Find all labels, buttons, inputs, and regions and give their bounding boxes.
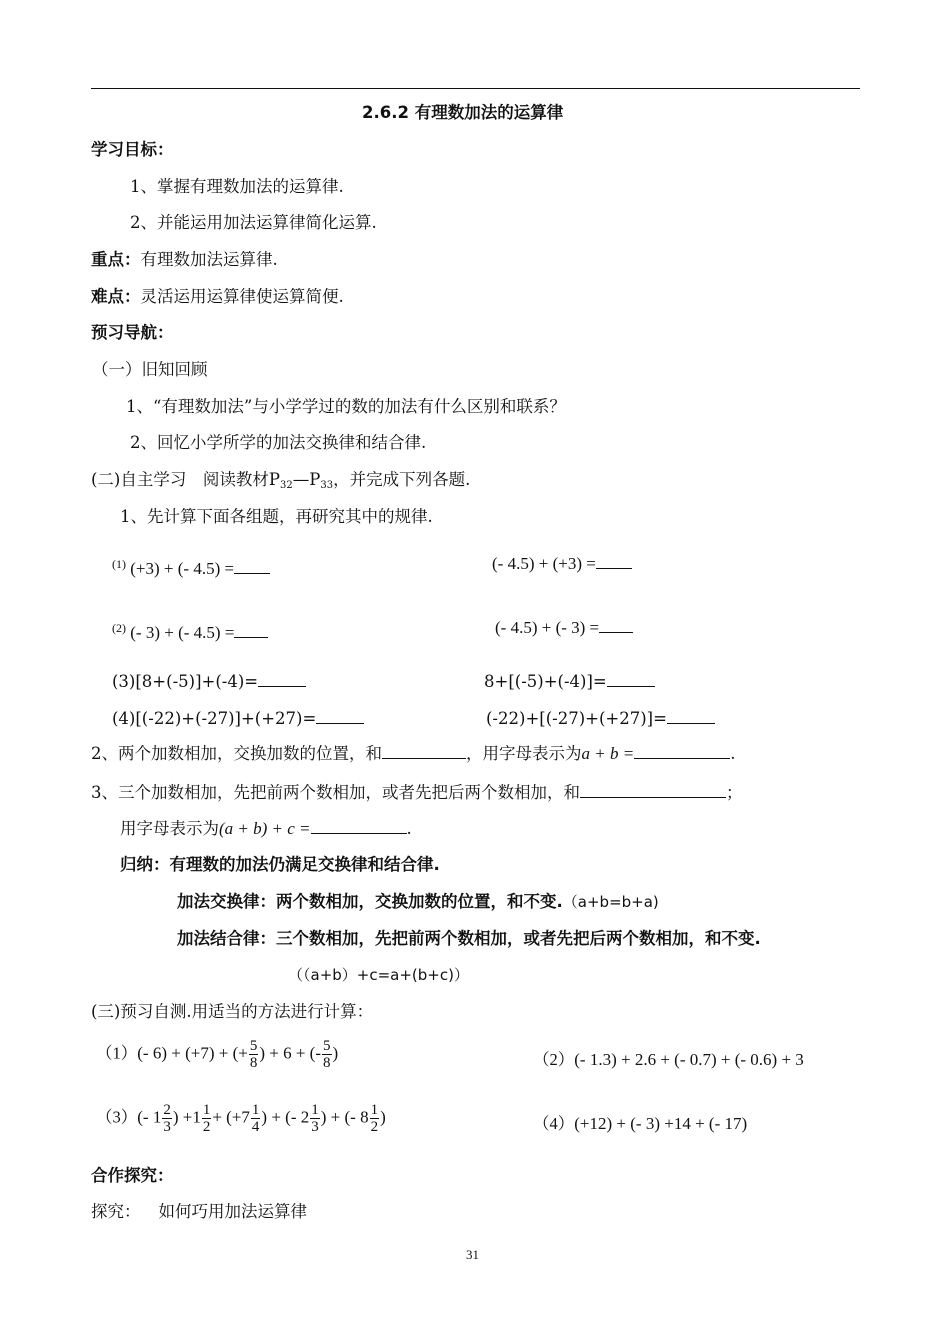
commutative-text: 两个数相加，交换加数的位置，和不变. [276, 892, 563, 911]
denominator: 8 [249, 1055, 258, 1071]
associative-formula: （（a+b）+c=a+(b+c)） [288, 966, 469, 984]
exercise-expression: (-22)+[(-27)+(+27)]= [486, 709, 667, 728]
test-expression: ) [380, 1107, 386, 1127]
task-1: 1、先计算下面各组题，再研究其中的规律. [120, 507, 433, 526]
test-4 [533, 1113, 747, 1135]
preview-heading: 预习导航： [91, 323, 174, 342]
commutative-law [177, 892, 659, 912]
exercise-expression: (- 4.5) + (- 3) = [495, 618, 600, 637]
goal-2: 2、并能运用加法运算律简化运算. [130, 213, 377, 232]
commutative-formula: （a+b=b+a) [562, 893, 659, 911]
task-2-end: . [730, 744, 736, 763]
exercise-expression: (4)[(-22)+(-27)]+(+27)= [112, 709, 317, 728]
test-3 [96, 1102, 386, 1135]
key-text: 有理数加法运算律. [140, 250, 278, 269]
test-expression: (- 1 [137, 1107, 162, 1127]
numerator: 1 [251, 1102, 260, 1118]
test-number: （1） [96, 1043, 138, 1063]
textbook-page-p1: P [268, 470, 280, 489]
self-study-text: (二)自主学习 阅读教材 [91, 470, 269, 489]
answer-blank[interactable] [382, 744, 466, 759]
numerator: 5 [323, 1038, 331, 1054]
key-label: 重点： [91, 250, 141, 269]
coop-heading: 合作探究： [91, 1166, 174, 1185]
denominator: 2 [202, 1119, 211, 1135]
answer-blank[interactable] [667, 709, 715, 724]
goals-heading: 学习目标： [91, 140, 174, 159]
denominator: 8 [323, 1055, 331, 1071]
answer-blank[interactable] [599, 618, 633, 633]
explore-text: 如何巧用加法运算律 [158, 1202, 307, 1221]
denominator: 3 [163, 1119, 171, 1135]
exercise-expression: (+3) + (- 4.5) = [130, 559, 235, 578]
exercise-3-regrouped [484, 672, 655, 692]
commutative-label: 加法交换律： [177, 892, 276, 911]
exercise-1 [112, 553, 270, 580]
task-3-end-2: . [406, 819, 412, 838]
exercise-expression: 8+[(-5)+(-4)]= [484, 672, 607, 691]
commutative-expression: a + b = [581, 744, 635, 763]
page-range-dash: — [292, 470, 310, 489]
associative-text: 三个数相加，先把前两个数相加，或者先把后两个数相加，和不变. [276, 929, 761, 948]
exercise-2-swapped [495, 617, 633, 639]
fraction [251, 1102, 261, 1135]
task-3-text-b: 用字母表示为 [120, 819, 219, 838]
answer-blank[interactable] [234, 623, 268, 638]
task-3-letters [120, 818, 412, 840]
numerator: 1 [370, 1102, 379, 1118]
denominator: 4 [251, 1119, 260, 1135]
summary-label: 归纳： [120, 855, 170, 874]
test-expression: ) + 6 + (- [259, 1043, 321, 1063]
task-3-end: ； [726, 783, 743, 802]
page-number: 31 [466, 1247, 479, 1262]
exercise-3 [112, 672, 306, 692]
review-question-2: 2、回忆小学所学的加法交换律和结合律. [130, 433, 427, 452]
task-2-text-b: ，用字母表示为 [466, 744, 582, 763]
answer-blank[interactable] [580, 783, 726, 798]
task-2-text: 2、两个加数相加，交换加数的位置，和 [91, 744, 382, 763]
answer-blank[interactable] [316, 709, 364, 724]
textbook-page-start: 32 [279, 480, 293, 491]
fraction [322, 1038, 332, 1071]
fraction [249, 1038, 259, 1071]
summary-text: 有理数的加法仍满足交换律和结合律. [169, 855, 440, 874]
self-study-tail: ，并完成下列各题. [333, 470, 471, 489]
exercise-expression: (- 3) + (- 4.5) = [130, 623, 235, 642]
textbook-page-end: 33 [320, 480, 334, 491]
exercise-number: (2) [112, 621, 126, 635]
summary [120, 855, 440, 875]
associative-label: 加法结合律： [177, 929, 276, 948]
fraction [370, 1102, 380, 1135]
test-expression: ) +1 [172, 1107, 201, 1127]
numerator: 2 [163, 1102, 171, 1118]
fraction [202, 1102, 212, 1135]
task-3 [91, 783, 743, 803]
test-number: （3） [96, 1107, 138, 1127]
answer-blank[interactable] [311, 819, 407, 834]
textbook-page-p2: P [309, 470, 321, 489]
exercise-number: (1) [112, 557, 126, 571]
self-test-heading: (三)预习自测.用适当的方法进行计算： [91, 1002, 374, 1021]
test-expression: + (+7 [212, 1107, 250, 1127]
answer-blank[interactable] [607, 672, 655, 687]
review-heading: （一）旧知回顾 [92, 360, 208, 379]
difficulty-text: 灵活运用运算律使运算简便. [140, 287, 344, 306]
exercise-1-swapped [492, 553, 632, 575]
explore [91, 1202, 307, 1222]
answer-blank[interactable] [234, 559, 270, 574]
exercise-expression: (- 4.5) + (+3) = [492, 554, 596, 573]
numerator: 1 [311, 1102, 319, 1118]
denominator: 2 [370, 1119, 379, 1135]
associative-law [177, 929, 761, 949]
associative-expression: (a + b) + c = [219, 819, 311, 838]
answer-blank[interactable] [258, 672, 306, 687]
task-3-text: 3、三个加数相加，先把前两个数相加，或者先把后两个数相加，和 [91, 783, 580, 802]
test-1 [96, 1038, 338, 1071]
test-expression: ) + (- 8 [320, 1107, 369, 1127]
fraction [162, 1102, 172, 1135]
test-expression: ) [332, 1043, 339, 1063]
exercise-2 [112, 617, 268, 644]
difficulty-label: 难点： [91, 287, 141, 306]
test-expression: (- 6) + (+7) + (+ [137, 1043, 248, 1063]
key-point [91, 250, 278, 270]
test-number: （2） [533, 1050, 575, 1069]
exercise-4 [112, 709, 364, 729]
test-2 [533, 1049, 804, 1071]
explore-label: 探究： [91, 1202, 141, 1221]
difficulty-point [91, 287, 344, 307]
numerator: 5 [249, 1038, 258, 1054]
fraction [310, 1102, 320, 1135]
test-expression: ) + (- 2 [261, 1107, 310, 1127]
test-expression: (+12) + (- 3) +14 + (- 17) [574, 1114, 748, 1133]
exercise-expression: (3)[8+(-5)]+(-4)= [112, 672, 259, 691]
self-study-heading [91, 470, 470, 496]
test-number: （4） [533, 1114, 575, 1133]
answer-blank[interactable] [596, 554, 632, 569]
task-2 [91, 743, 735, 765]
page-title: 2.6.2 有理数加法的运算律 [362, 103, 564, 122]
exercise-4-regrouped [486, 709, 715, 729]
answer-blank[interactable] [634, 744, 730, 759]
test-expression: (- 1.3) + 2.6 + (- 0.7) + (- 0.6) + 3 [574, 1050, 804, 1069]
numerator: 1 [202, 1102, 211, 1118]
goal-1: 1、掌握有理数加法的运算律. [130, 177, 344, 196]
denominator: 3 [311, 1119, 319, 1135]
header-rule [91, 88, 860, 89]
review-question-1: 1、“有理数加法”与小学学过的数的加法有什么区别和联系？ [126, 397, 566, 416]
